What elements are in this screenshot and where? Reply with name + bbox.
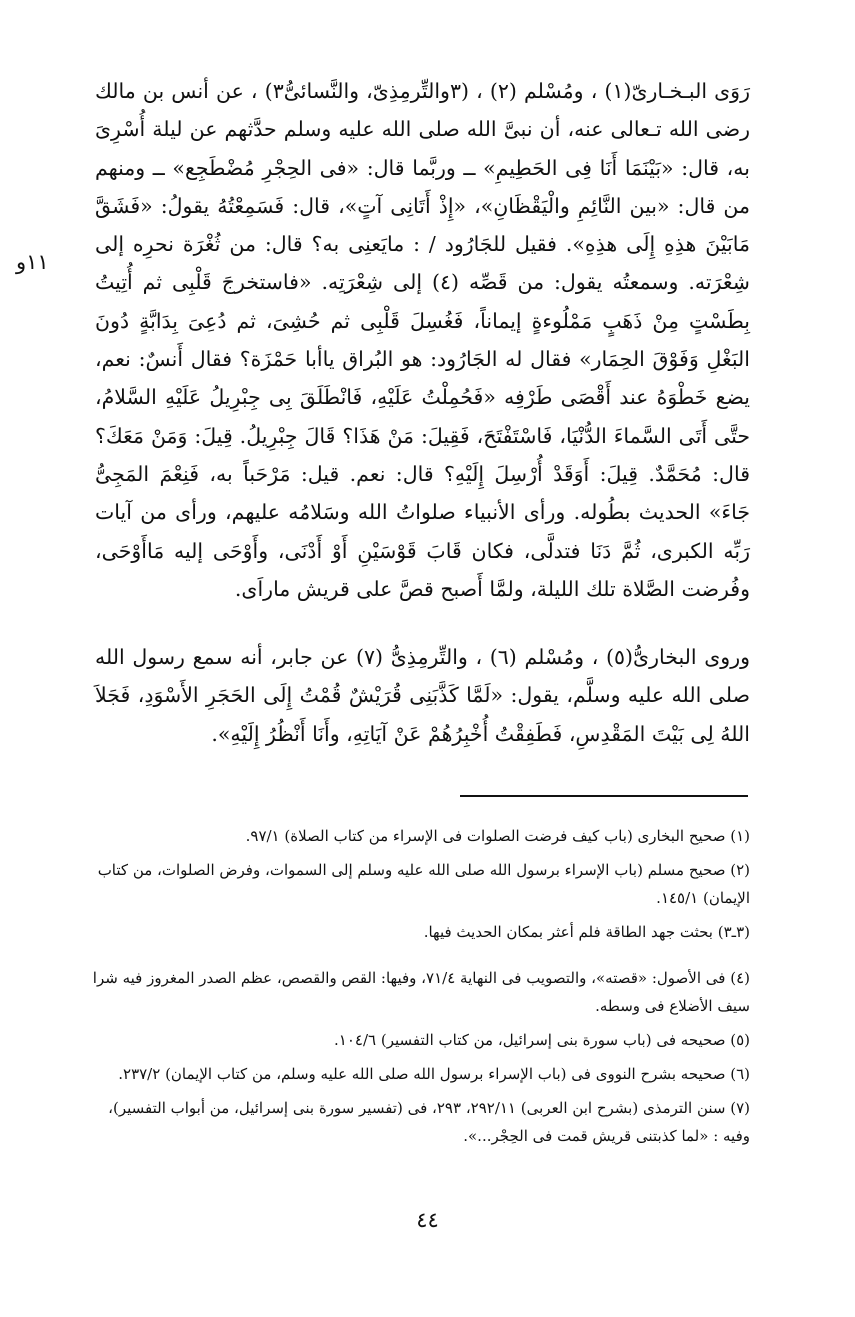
footnote: (٣ـ٣) بحثت جهد الطاقة فلم أعثر بمكان الحديث فيها. xyxy=(423,923,750,941)
footnote: (٤) فى الأصول: «قصته»، والتصويب فى النهاية ٧١/٤، وفيها: القص والقصص، عظم الصدر المغروز فيه شرا سيف الأضلاع فى وسطه. xyxy=(92,969,750,1015)
footnote: (٧) سنن الترمذى (بشرح ابن العربى) ٢٩٢/١١، ٢٩٣، فى (تفسير سورة بنى إسرائيل، من أبواب التفسير)، وفيه : «لما كذبتنى قريش قمت فى الحِجْر...». xyxy=(108,1099,750,1145)
footnote: (٦) صحيحه بشرح النووى فى (باب الإسراء برسول الله صلى الله عليه وسلم، من كتاب الإيمان) ٢٣٧/٢. xyxy=(118,1065,750,1083)
manuscript-folio-marker: ١١و xyxy=(16,250,49,274)
footnote: (١) صحيح البخارى (باب كيف فرضت الصلوات فى الإسراء من كتاب الصلاة) ٩٧/١. xyxy=(245,827,750,845)
footnote-separator xyxy=(460,795,748,797)
footnote: (٢) صحيح مسلم (باب الإسراء برسول الله صلى الله عليه وسلم إلى السموات، وفرض الصلوات، من كتاب الإيمان) ١٤٥/١. xyxy=(97,861,750,907)
page-number: ٤٤ xyxy=(416,1208,439,1232)
main-paragraph: وروى البخارىُّ(٥) ، ومُسْلم (٦) ، والتِّرمِذِىُّ (٧) عن جابر، أنه سمع رسول الله صلى الله عليه وسلَّم، يقول: «لَمَّا كَذَّبَنِى قُرَيْشٌ قُمْتُ إِلَى الحَجَرِ الأَسْوَدِ، فَجَلاَ اللهُ لِى بَيْتَ المَقْدِسِ، فَطَفِقْتُ أُخْبِرُهُمْ عَنْ آيَاتِهِ، وأَنَا أَنْظُرُ إِلَيْهِ». xyxy=(95,645,750,746)
footnote: (٥) صحيحه فى (باب سورة بنى إسرائيل، من كتاب التفسير) ١٠٤/٦. xyxy=(334,1031,750,1049)
footnotes xyxy=(88,822,750,1156)
main-paragraph: رَوَى البـخـارىّ(١) ، ومُسْلم (٢) ، (٣والتِّرمِذِىّ، والنَّسائىُّ٣) ، عن أنس بن مالك رضى الله تـعالى عنه، أن نبىَّ الله صلى الله عليه وسلم حدَّثهم عن ليلة أُسْرِىَ به، قال: «بَيْنَمَا أَنَا فِى الحَطِيمِ» ــ وربَّما قال: «فى الحِجْرِ مُضْطَجِع» ــ ومنهم من قال: «بين النَّائِمِ والْيَقْظَانِ»، «إِذْ أَتَانِى آتٍ»، قال: فَسَمِعْتُهُ يقولُ: «فَشَقَّ مَابَيْنَ هذِهِ إِلَى هذِهِ». فقيل للجَارُود / : مايَعنِى به؟ قال: من ثُغْرَة نحرِه إلى شِعْرَته. وسمعتُه يقول: من قَصِّه (٤) إلى شِعْرَتِه. «فاستخرجَ قَلْبِى ثم أُتِيتُ بِطَسْتٍ مِنْ ذَهَبٍ مَمْلُوءةٍ إيماناً، فَغُسِلَ قَلْبِى ثم حُشِىَ، ثم دُعِىَ بِدَابَّةٍ دُونَ البَغْلِ وَفَوْقَ الحِمَار» فقال له الجَارُود: هو البُراق ياأبا حَمْزَة؟ فقال أَنسٌ: نعم، يضع خَطْوَهُ عند أَقْصَى طَرْفِه «فَحُمِلْتُ عَلَيْهِ، فَانْطَلَقَ بِى جِبْرِيلُ عَلَيْهِ السَّلامُ، حتَّى أَتَى السَّماءَ الدُّنْيَا، فَاسْتَفْتَحَ، فَقِيلَ: مَنْ هَذَا؟ قَالَ جِبْرِيلُ. قِيلَ: وَمَنْ مَعَكَ؟ قال: مُحَمَّدٌ. قِيلَ: أَوَقَدْ أُرْسِلَ إِلَيْهِ؟ قال: نعم. قيل: مَرْحَباً به، فَنِعْمَ المَجِىُّ جَاءَ» الحديث بطُوله. ورأى الأنبياء صلواتُ الله وسَلامُه عليهم، ورأى من آيات رَبِّه الكبرى، ثُمَّ دَنَا فتدلَّى، فكان قَابَ قَوْسَيْنِ أَوْ أَدْنَى، وأَوْحَى إليه مَاأَوْحَى، وفُرضت الصَّلاة تلك الليلة، ولمَّا أَصبح قصَّ على قريش ماراَى. xyxy=(95,79,750,601)
